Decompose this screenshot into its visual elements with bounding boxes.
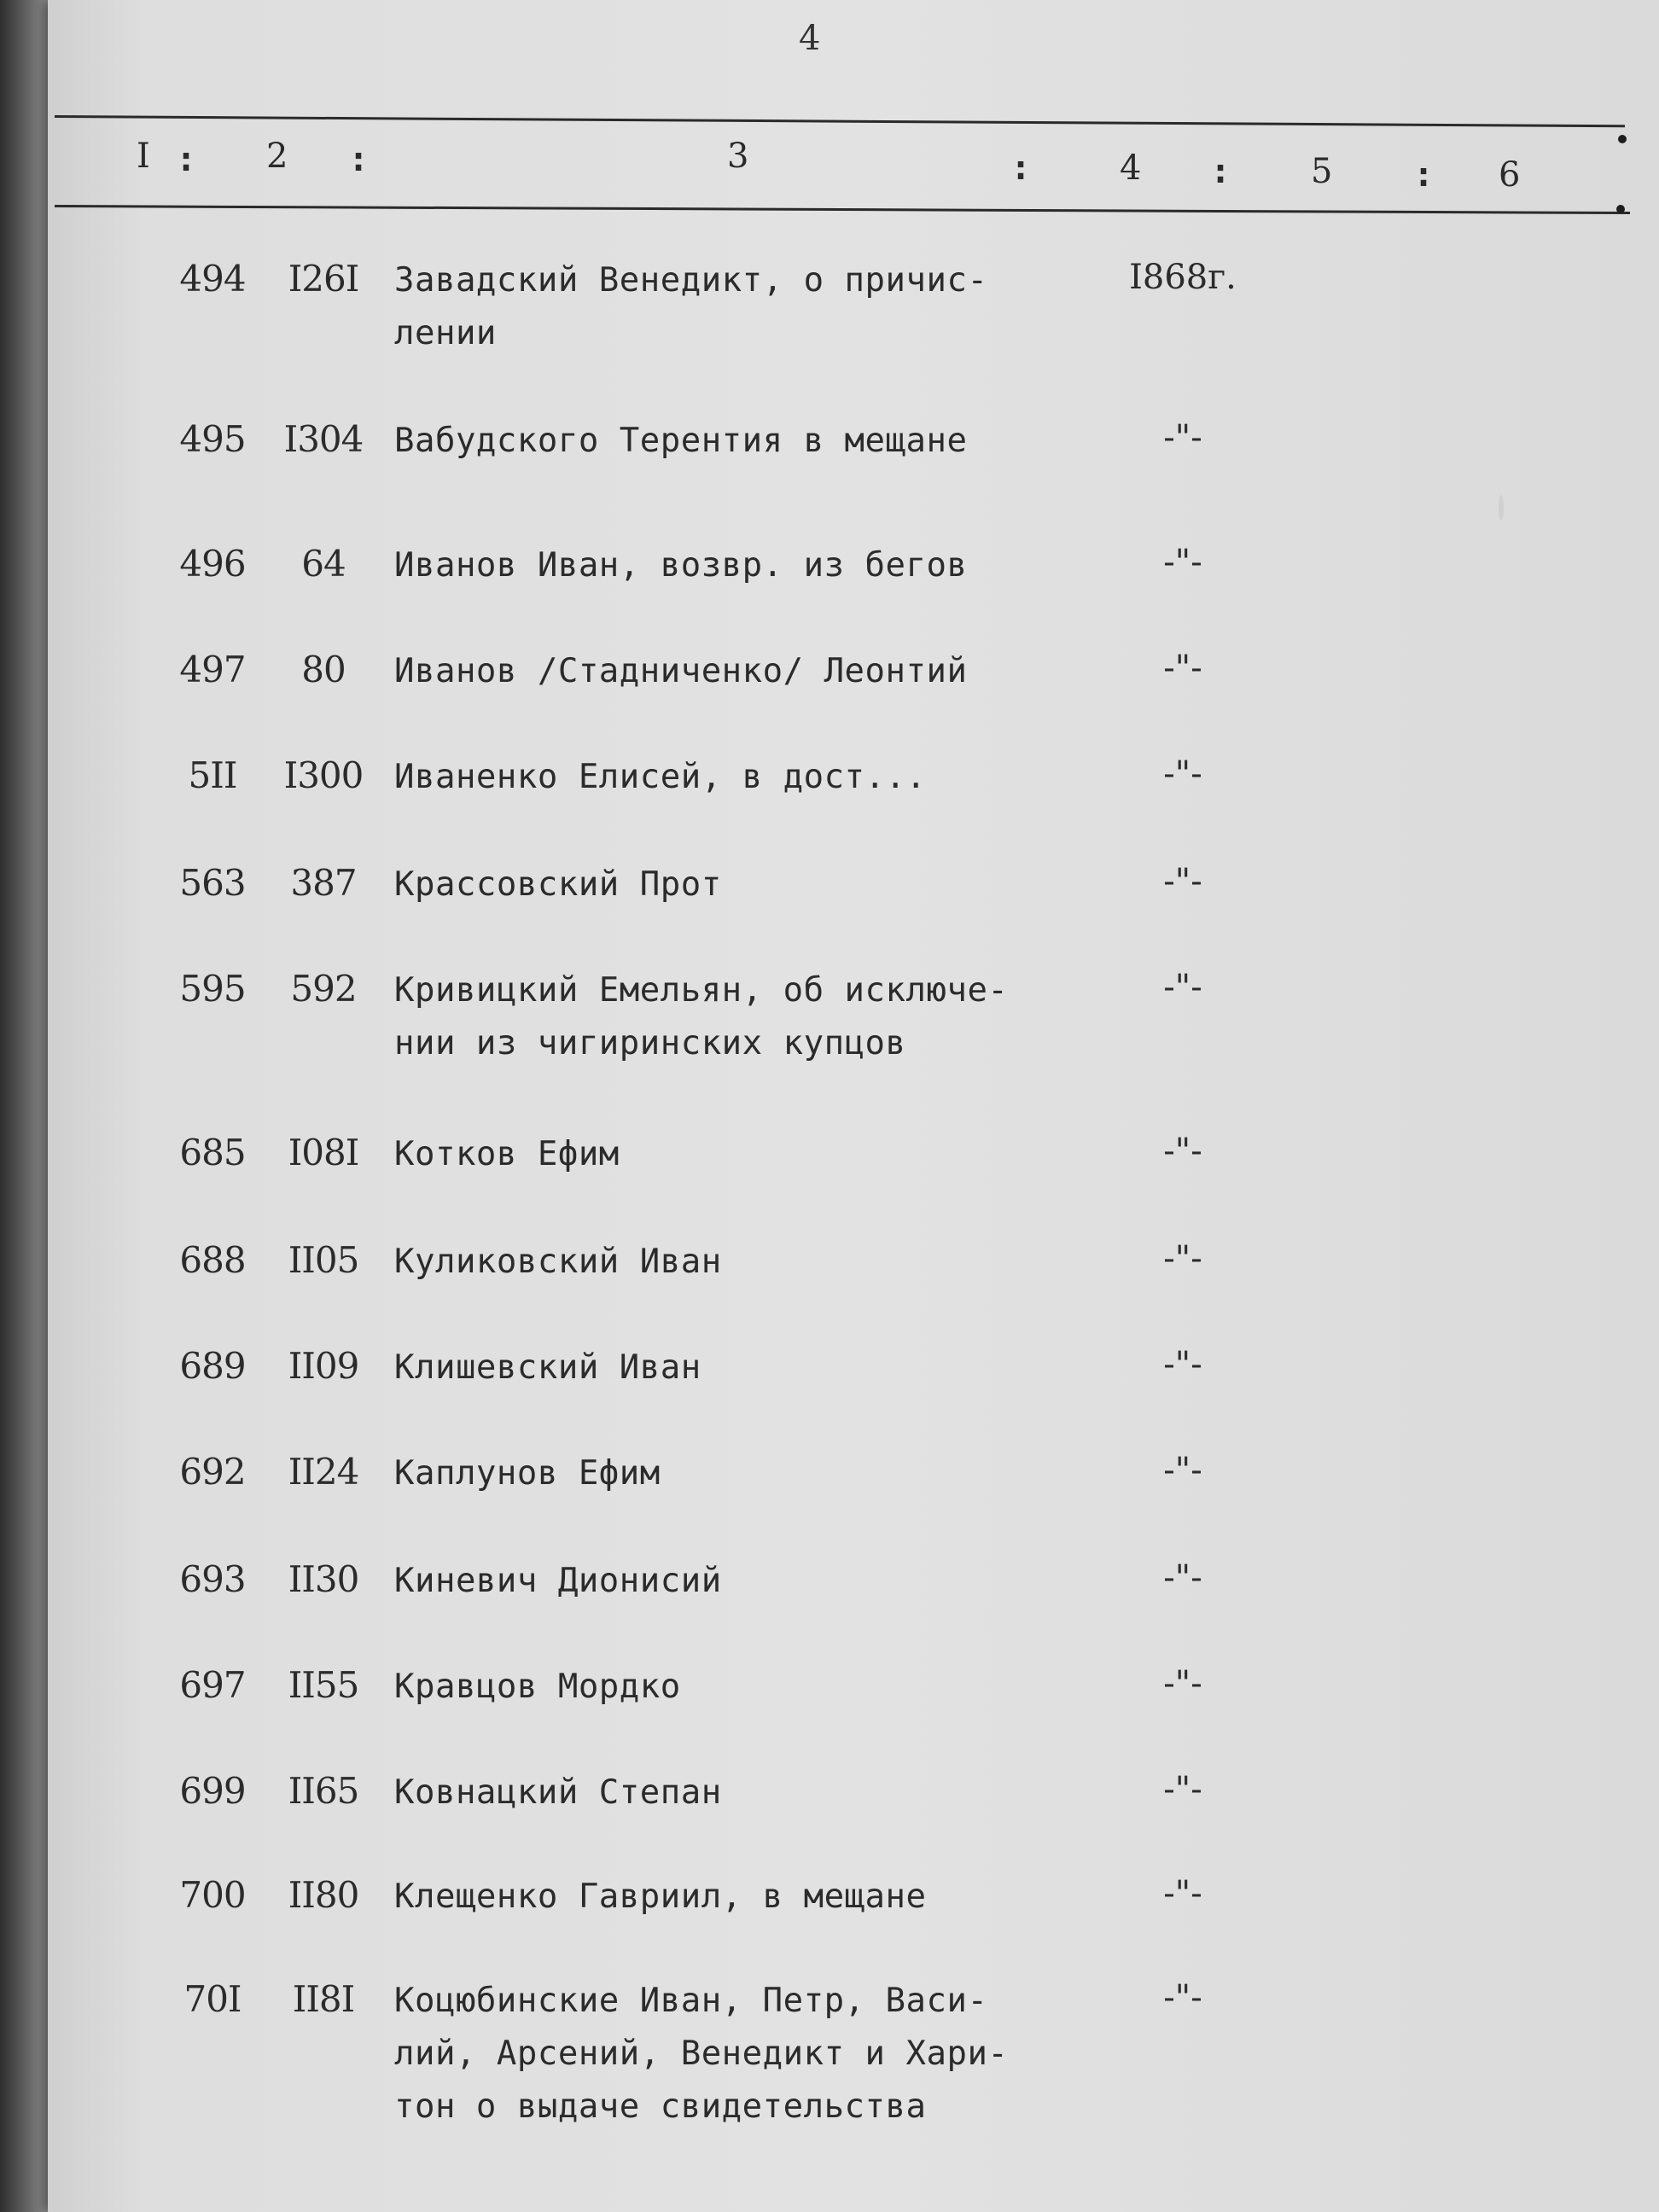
column-header-1: I (137, 137, 150, 176)
column-separator: : (1210, 152, 1231, 191)
entry-year: -"- (1163, 1451, 1202, 1490)
entry-number: 70I (183, 1978, 242, 2020)
document-number: II80 (288, 1874, 359, 1916)
document-number: 387 (290, 862, 357, 904)
document-number: 592 (290, 968, 357, 1010)
entry-number: 496 (179, 543, 246, 585)
entry-title: Крассовский Прот (394, 865, 722, 904)
document-number: II65 (288, 1770, 359, 1812)
entry-year: -"- (1163, 1345, 1202, 1384)
entry-title: Завадский Венедикт, о причис- лении (394, 261, 988, 352)
document-number: II55 (288, 1664, 359, 1706)
column-header-3: 3 (727, 137, 749, 176)
entry-title: Иваненко Елисей, в дост... (394, 758, 927, 796)
entry-year: -"- (1163, 1132, 1202, 1171)
entry-year: I868г. (1129, 258, 1237, 297)
entry-year: -"- (1163, 754, 1202, 794)
register-entries (48, 0, 1659, 2212)
entry-title: Вабудского Терентия в мещане (394, 422, 968, 460)
entry-year: -"- (1163, 862, 1202, 901)
entry-number: 494 (179, 258, 246, 300)
entry-number: 700 (179, 1874, 246, 1916)
document-page (48, 0, 1659, 2212)
entry-year: -"- (1163, 968, 1202, 1007)
entry-title: Киневич Дионисий (394, 1562, 722, 1600)
document-number: I26I (288, 258, 359, 300)
column-header-5: 5 (1311, 152, 1333, 191)
document-number: II09 (288, 1345, 359, 1387)
document-number: II05 (288, 1239, 359, 1281)
entry-number: 685 (179, 1132, 246, 1173)
entry-title: Иванов /Стадниченко/ Леонтий (394, 652, 968, 690)
entry-number: 692 (179, 1451, 246, 1493)
document-number: 80 (301, 649, 346, 690)
entry-title: Клещенко Гавриил, в мещане (394, 1877, 927, 1916)
entry-number: 689 (179, 1345, 246, 1387)
binding-shadow (0, 0, 51, 2212)
entry-year: -"- (1163, 1978, 1202, 2017)
entry-title: Кравцов Мордко (394, 1668, 681, 1706)
entry-number: 497 (179, 649, 246, 690)
column-separator: : (176, 140, 197, 179)
entry-title: Куликовский Иван (394, 1243, 722, 1281)
entry-title: Кривицкий Емельян, об исключе- нии из чигиринских купцов (394, 971, 1009, 1062)
column-separator: : (348, 140, 370, 179)
entry-number: 5II (188, 754, 237, 796)
entry-year: -"- (1163, 1558, 1202, 1598)
column-separator: : (1413, 155, 1435, 195)
entry-number: 495 (179, 418, 246, 460)
column-header-6: 6 (1499, 155, 1521, 195)
entry-title: Каплунов Ефим (394, 1454, 661, 1493)
document-number: II8I (292, 1978, 355, 2020)
entry-number: 563 (179, 862, 246, 904)
entry-year: -"- (1163, 649, 1202, 688)
column-header-2: 2 (266, 137, 288, 176)
entry-title: Коцюбинские Иван, Петр, Васи- лий, Арсений, Венедикт и Хари- тон о выдаче свидетельства (394, 1982, 1009, 2126)
entry-year: -"- (1163, 418, 1202, 457)
document-number: I300 (283, 754, 364, 796)
entry-title: Котков Ефим (394, 1135, 620, 1173)
entry-number: 697 (179, 1664, 246, 1706)
document-number: 64 (301, 543, 346, 585)
entry-number: 699 (179, 1770, 246, 1812)
column-separator: : (1010, 148, 1032, 188)
entry-year: -"- (1163, 1874, 1202, 1913)
entry-number: 693 (179, 1558, 246, 1600)
entry-year: -"- (1163, 1770, 1202, 1809)
entry-year: -"- (1163, 1239, 1202, 1278)
entry-title: Клишевский Иван (394, 1348, 701, 1387)
entry-title: Иванов Иван, возвр. из бегов (394, 546, 968, 585)
entry-number: 595 (179, 968, 246, 1010)
entry-year: -"- (1163, 1664, 1202, 1703)
document-number: I304 (283, 418, 364, 460)
document-number: II24 (288, 1451, 359, 1493)
entry-title: Ковнацкий Степан (394, 1773, 722, 1812)
entry-number: 688 (179, 1239, 246, 1281)
page-number: 4 (799, 19, 821, 58)
entry-year: -"- (1163, 543, 1202, 582)
column-header-4: 4 (1120, 148, 1142, 188)
document-number: II30 (288, 1558, 359, 1600)
document-number: I08I (288, 1132, 359, 1173)
